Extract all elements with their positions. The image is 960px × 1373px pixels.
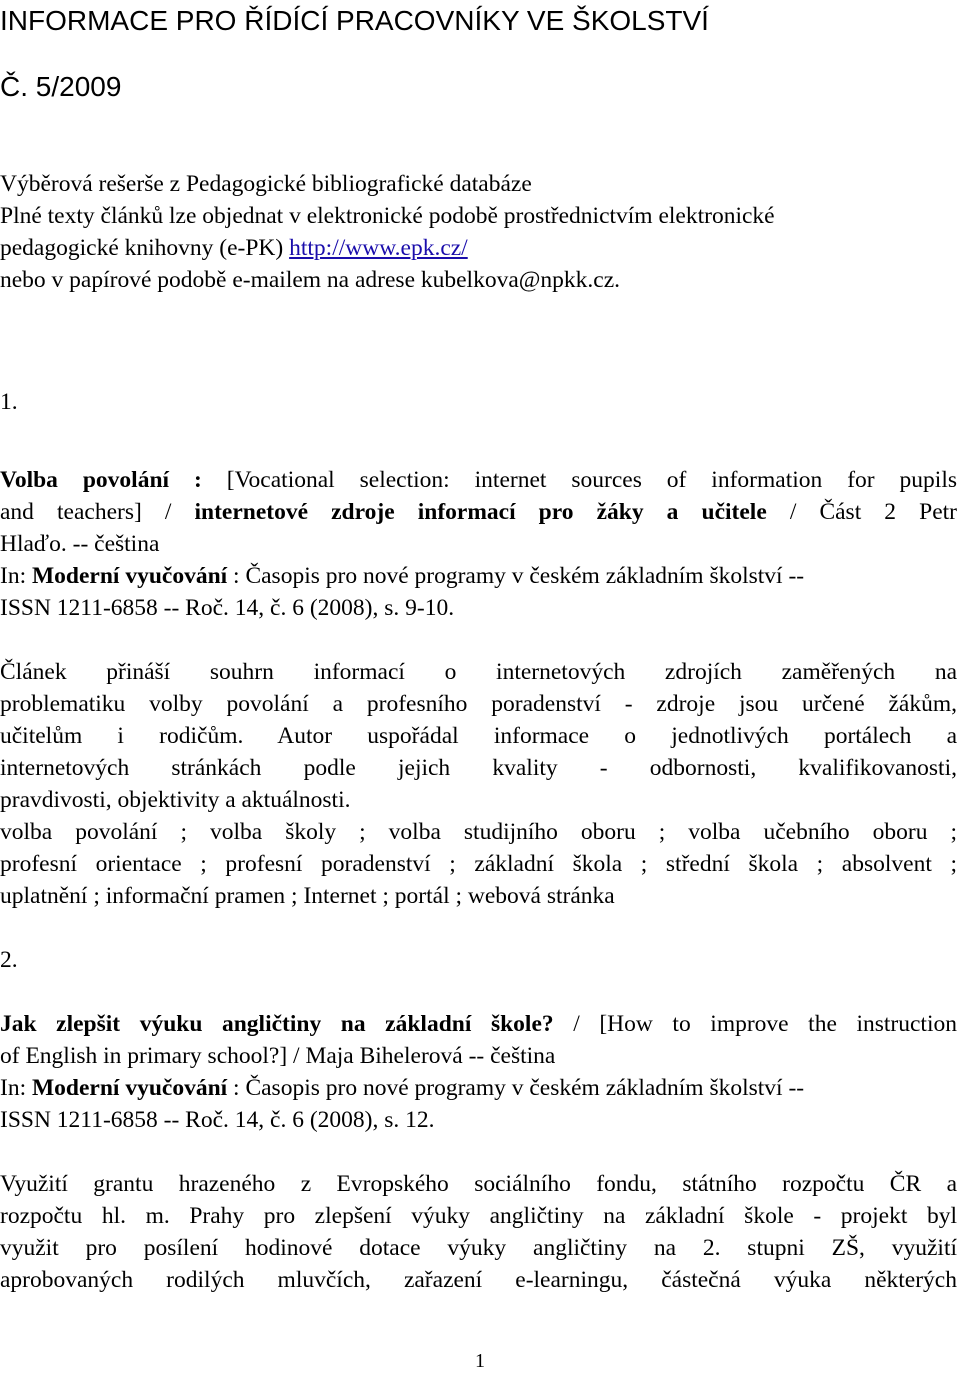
record-2-title-bold: Jak zlepšit výuku angličtiny na základní škole? xyxy=(0,1011,554,1037)
record-1-title-bold: Volba povolání : xyxy=(0,467,202,493)
document-title: INFORMACE PRO ŘÍDÍCÍ PRACOVNÍKY VE ŠKOLSTVÍ xyxy=(0,5,709,36)
intro-line-3-text: pedagogické knihovny (e-PK) xyxy=(0,235,290,261)
record-2-abstract-line-3: využit pro posílení hodinové dotace výuky angličtiny na 2. stupni ZŠ, využití xyxy=(0,1235,957,1261)
intro-line-1: Výběrová rešerše z Pedagogické bibliografické databáze xyxy=(0,171,532,197)
issue-number: Č. 5/2009 xyxy=(0,71,122,102)
record-2-abstract-line-4: aprobovaných rodilých mluvčích, zařazení e-learningu, částečná výuka některých xyxy=(0,1267,957,1293)
record-1-author: Hlaďo. -- čeština xyxy=(0,531,160,557)
record-1-keywords-line-1: volba povolání ; volba školy ; volba studijního oboru ; volba učebního oboru ; xyxy=(0,819,957,845)
record-2-source-line-2: ISSN 1211-6858 -- Roč. 14, č. 6 (2008), s. 12. xyxy=(0,1107,435,1133)
record-2-title-line-2: of English in primary school?] / Maja Bihelerová -- čeština xyxy=(0,1043,556,1069)
intro-line-3 xyxy=(0,232,957,264)
record-1-abstract-line-3: učitelům i rodičům. Autor uspořádal informace o jednotlivých portálech a xyxy=(0,723,957,749)
record-2-source-rest: : Časopis pro nové programy v českém základním školství -- xyxy=(227,1075,805,1101)
record-2-source-line-1 xyxy=(0,1072,957,1104)
record-1-keywords-line-2: profesní orientace ; profesní poradenství ; základní škola ; střední škola ; absolvent ; xyxy=(0,851,957,877)
record-1-abstract-line-5: pravdivosti, objektivity a aktuálnosti. xyxy=(0,787,351,813)
record-1-keywords-line-3: uplatnění ; informační pramen ; Internet ; portál ; webová stránka xyxy=(0,883,615,909)
record-1-source-line-1 xyxy=(0,560,957,592)
record-1-abstract-line-2: problematiku volby povolání a profesního poradenství - zdroje jsou určené žákům, xyxy=(0,691,957,717)
record-1-abstract-line-4: internetových stránkách podle jejich kvality - odbornosti, kvalifikovanosti, xyxy=(0,755,957,781)
intro-line-2: Plné texty článků lze objednat v elektronické podobě prostřednictvím elektronické xyxy=(0,203,775,229)
record-2-source-prefix: In: xyxy=(0,1075,32,1101)
record-1-title-trans-2: and teachers] / xyxy=(0,499,195,525)
record-2-source-bold: Moderní vyučování xyxy=(31,1075,228,1101)
record-1-subtitle-bold: internetové zdroje informací pro žáky a učitele xyxy=(194,499,767,525)
record-1-source-line-2: ISSN 1211-6858 -- Roč. 14, č. 6 (2008), s. 9-10. xyxy=(0,595,455,621)
record-1-title-line-2 xyxy=(0,496,957,528)
record-1-number: 1. xyxy=(0,389,18,415)
record-2-abstract-line-1: Využití grantu hrazeného z Evropského sociálního fondu, státního rozpočtu ČR a xyxy=(0,1171,957,1197)
record-2-title-line-1 xyxy=(0,1008,957,1040)
record-1-abstract-line-1: Článek přináší souhrn informací o internetových zdrojích zaměřených na xyxy=(0,659,957,685)
record-1-source-prefix: In: xyxy=(0,563,32,589)
page-number: 1 xyxy=(475,1350,485,1372)
record-1-source-rest: : Časopis pro nové programy v českém základním školství -- xyxy=(227,563,805,589)
record-2-title-trans-1: / [How to improve the instruction xyxy=(553,1011,957,1037)
intro-line-4: nebo v papírové podobě e-mailem na adrese kubelkova@npkk.cz. xyxy=(0,267,621,293)
record-1-source-bold: Moderní vyučování xyxy=(31,563,228,589)
record-2-abstract-line-2: rozpočtu hl. m. Prahy pro zlepšení výuky angličtiny na základní škole - projekt byl xyxy=(0,1203,957,1229)
record-1-title-trans-1: [Vocational selection: internet sources of information for pupils xyxy=(201,467,958,493)
record-1-title-line-1 xyxy=(0,464,957,496)
epk-link[interactable]: http://www.epk.cz/ xyxy=(289,235,468,261)
record-1-title-rest: / Část 2 Petr xyxy=(766,499,957,525)
record-2-number: 2. xyxy=(0,947,18,973)
